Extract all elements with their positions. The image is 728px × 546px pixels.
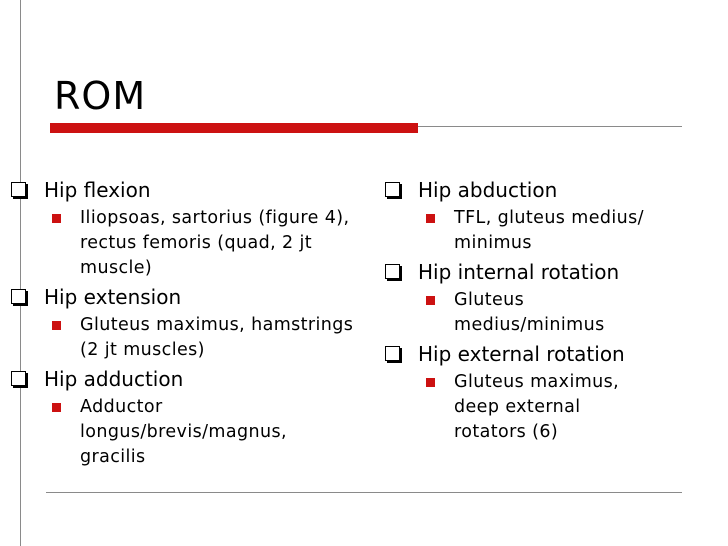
sub-bullet-hip-flexion	[8, 206, 358, 281]
sub-bullet-text: Iliopsoas, sartorius (figure 4), rectus femoris (quad, 2 jt muscle)	[80, 208, 350, 278]
sub-bullet-text: Gluteus maximus, hamstrings (2 jt muscles)	[80, 315, 354, 360]
checkbox-icon	[385, 346, 400, 361]
square-bullet-icon	[426, 214, 435, 223]
sub-bullet-text: Gluteus maximus, deep external rotators (6)	[454, 372, 620, 442]
sub-bullet-hip-extension	[8, 313, 358, 363]
sub-bullet-text: TFL, gluteus medius/ minimus	[454, 208, 644, 253]
bullet-hip-flexion	[8, 176, 358, 204]
square-bullet-icon	[426, 296, 435, 305]
bullet-heading: Hip abduction	[418, 178, 558, 202]
bullet-hip-extension	[8, 283, 358, 311]
bullet-heading: Hip adduction	[44, 367, 184, 391]
sub-bullet-text: Adductor longus/brevis/magnus, gracilis	[80, 397, 287, 467]
bullet-hip-external-rotation	[382, 340, 702, 368]
bullet-heading: Hip internal rotation	[418, 260, 620, 284]
bullet-heading: Hip extension	[44, 285, 182, 309]
bullet-hip-adduction	[8, 365, 358, 393]
square-bullet-icon	[52, 321, 61, 330]
title-underline-rule	[418, 126, 682, 127]
sub-bullet-hip-abduction	[382, 206, 702, 256]
checkbox-icon	[385, 264, 400, 279]
sub-bullet-hip-internal-rotation	[382, 288, 702, 338]
right-column	[382, 176, 702, 447]
left-column	[8, 176, 358, 472]
checkbox-icon	[385, 182, 400, 197]
title-underline-accent	[50, 123, 418, 133]
sub-bullet-text: Gluteus medius/minimus	[454, 290, 605, 335]
bullet-heading: Hip external rotation	[418, 342, 625, 366]
checkbox-icon	[11, 289, 26, 304]
bullet-heading: Hip flexion	[44, 178, 151, 202]
square-bullet-icon	[52, 214, 61, 223]
square-bullet-icon	[426, 378, 435, 387]
bullet-hip-abduction	[382, 176, 702, 204]
slide-title: ROM	[54, 74, 147, 118]
footer-rule	[46, 492, 682, 493]
checkbox-icon	[11, 371, 26, 386]
bullet-hip-internal-rotation	[382, 258, 702, 286]
checkbox-icon	[11, 182, 26, 197]
sub-bullet-hip-external-rotation	[382, 370, 702, 445]
sub-bullet-hip-adduction	[8, 395, 358, 470]
square-bullet-icon	[52, 403, 61, 412]
